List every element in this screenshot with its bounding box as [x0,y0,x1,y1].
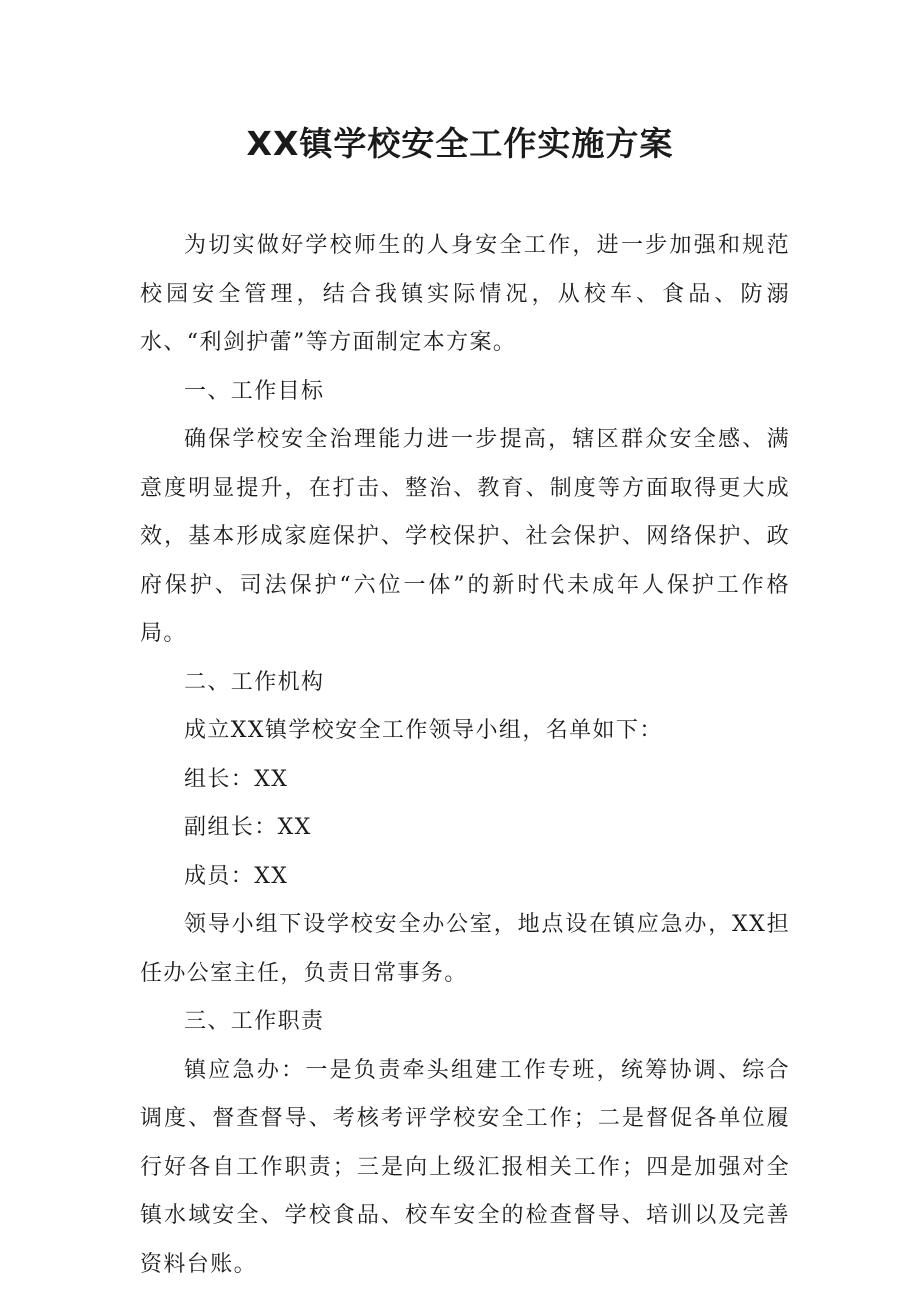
section-heading-goals: 一、工作目标 [184,378,325,404]
intro-paragraph: 为切实做好学校师生的人身安全工作，进一步加强和规范校园安全管理，结合我镇实际情况，从校车、食品、防溺水、“利剑护蕾”等方面制定本方案。 [140,233,790,355]
members-line: 成员：XX [184,863,289,889]
goals-paragraph: 确保学校安全治理能力进一步提高，辖区群众安全感、满意度明显提升，在打击、整治、教育、制度等方面取得更大成效，基本形成家庭保护、学校保护、社会保护、网络保护、政府保护、司法保护“六位一体”的新时代未成年人保护工作格局。 [140,427,790,646]
duties-paragraph: 镇应急办：一是负责牵头组建工作专班，统筹协调、综合调度、督查督导、考核考评学校安全工作；二是督促各单位履行好各自工作职责；三是向上级汇报相关工作；四是加强对全镇水域安全、学校食品、校车安全的检查督导、培训以及完善资料台账。 [140,1057,790,1277]
office-paragraph: 领导小组下设学校安全办公室，地点设在镇应急办，XX担任办公室主任，负责日常事务。 [140,912,790,986]
document-title: XX镇学校安全工作实施方案 [246,124,674,163]
organization-intro: 成立XX镇学校安全工作领导小组，名单如下： [184,718,663,743]
deputy-leader-line: 副组长：XX [184,815,312,840]
document-body [140,222,790,1289]
leader-line: 组长：XX [184,766,289,792]
section-heading-duties: 三、工作职责 [184,1009,325,1034]
section-heading-organization: 二、工作机构 [184,669,325,695]
